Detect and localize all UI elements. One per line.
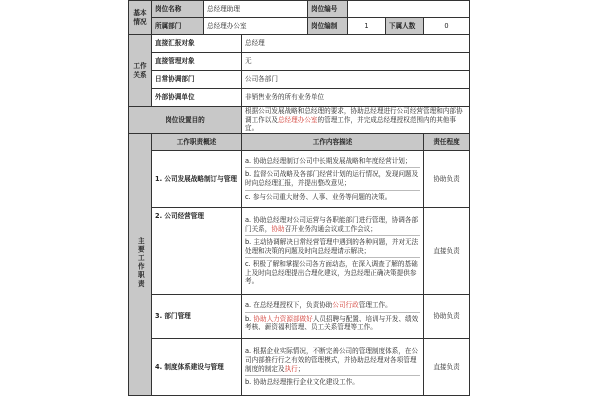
duty-item: c. 积极了解和掌握公司各方面动态，在深入调查了解的基础上及时向总经理提出合理化建议，为总经理正确决策提供参考。 — [245, 260, 418, 286]
relation-value: 公司各部门 — [242, 71, 470, 89]
duty-title: 4. 制度体系建设与管理 — [152, 339, 242, 396]
section-basic-label: 基本情况 — [129, 1, 152, 35]
section-duties-label: 主要工作职责 — [129, 134, 152, 396]
section-relations-label: 工作关系 — [129, 35, 152, 107]
duty-item: a. 根据企业实际情况，不断完善公司的管理制度体系，在公司内部推行行之有效的管理模式，并协助总经理对各项管理制度的制定及执行； — [245, 345, 420, 376]
quota-label: 岗位编制 — [308, 18, 348, 35]
duty-content — [242, 151, 424, 208]
dept-label: 所属部门 — [152, 18, 204, 35]
duty-degree: 直接负责 — [424, 208, 470, 295]
relation-label: 直接汇报对象 — [152, 35, 242, 53]
relation-value: 无 — [242, 53, 470, 71]
job-description-table — [128, 0, 470, 396]
dept-value: 总经理办公室 — [204, 18, 308, 35]
relation-label: 直接管理对象 — [152, 53, 242, 71]
duty-item: c. 参与公司重大财务、人事、业务等问题的决策。 — [245, 192, 392, 201]
duty-item: a. 在总经理授权下，负责协助公司行政管理工作。 — [245, 299, 420, 313]
duty-item: a. 协助总经理对公司运营与各职能部门进行管理，协调各部门关系，协助召开业务沟通会议或工作会议； — [245, 214, 420, 236]
duty-degree: 协助负责 — [424, 151, 470, 208]
duty-content — [242, 339, 424, 396]
job-description-document — [128, 0, 469, 400]
relation-label: 日常协调部门 — [152, 71, 242, 89]
post-no-value — [348, 1, 470, 18]
duty-item: b. 协助总经理推行企业文化建设工作。 — [245, 378, 359, 387]
relation-label: 外部协调单位 — [152, 89, 242, 107]
relation-value: 非销售业务的所有业务单位 — [242, 89, 470, 107]
relation-value: 总经理 — [242, 35, 470, 53]
post-no-label: 岗位编号 — [308, 1, 348, 18]
duty-item: b. 主动协调解决日常经营管理中遇到的各种问题，并对无法处理和决策的问题及时向总经理请示解决； — [245, 236, 420, 258]
duty-degree: 直接负责 — [424, 339, 470, 396]
duty-degree: 协助负责 — [424, 295, 470, 339]
duty-item: b. 监督公司战略及各部门经营计划的运行情况，发现问题及时向总经理汇报，并提出整改意见； — [245, 168, 420, 190]
post-name-value: 总经理助理 — [204, 1, 308, 18]
col-degree-header: 责任程度 — [424, 134, 470, 151]
purpose-red-text: 总经理办公室 — [277, 115, 318, 124]
col-summary-header: 工作职责概述 — [152, 134, 242, 151]
duty-item: b. 协助人力资源部做好人员招聘与配置、培训与开发、绩效考核、薪资福利管理、员工关系管理等工作。 — [245, 314, 419, 332]
purpose-label: 岗位设置目的 — [129, 107, 242, 134]
duty-item: a. 协助总经理制订公司中长期发展战略和年度经营计划； — [245, 155, 420, 169]
staff-value: 0 — [424, 18, 470, 35]
duty-content — [242, 295, 424, 339]
col-content-header: 工作内容描述 — [242, 134, 424, 151]
duty-title: 2. 公司经营管理 — [152, 208, 242, 295]
post-name-label: 岗位名称 — [152, 1, 204, 18]
duty-title: 3. 部门管理 — [152, 295, 242, 339]
purpose-text: 根据公司发展战略和总经理的要求，协助总经理进行公司经营管理和内部协调工作以及总经理办公室的管理工作，并完成总经理授权范围内的其他事宜。 — [242, 107, 470, 134]
quota-value: 1 — [348, 18, 386, 35]
duty-title: 1. 公司发展战略制订与管理 — [152, 151, 242, 208]
staff-label: 下属人数 — [386, 18, 424, 35]
duty-content — [242, 208, 424, 295]
